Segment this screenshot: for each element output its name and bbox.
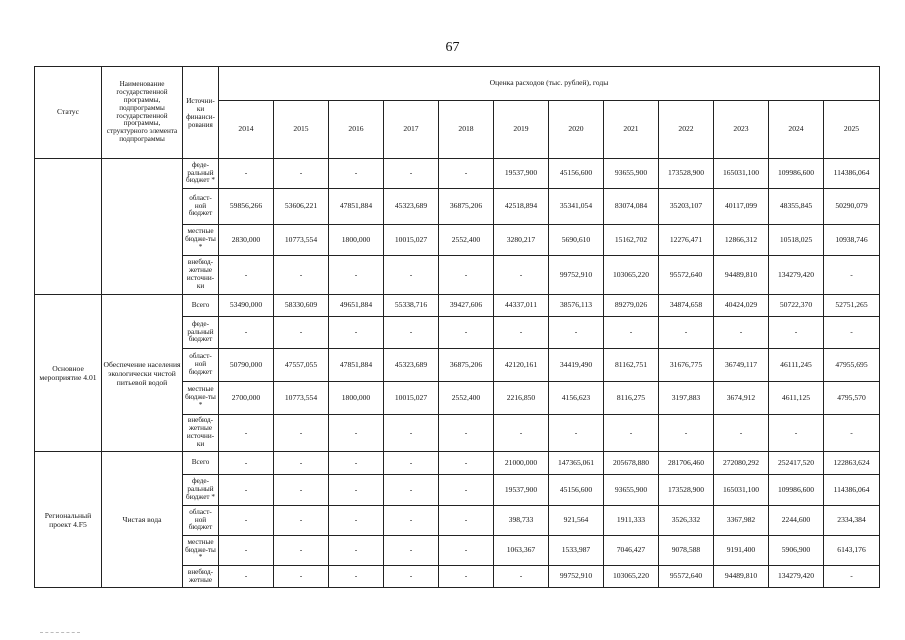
value-cell: 47955,695 (824, 349, 880, 382)
value-cell: - (439, 506, 494, 536)
row-source: област-ной бюджет (183, 189, 219, 225)
value-cell: 10773,554 (274, 225, 329, 256)
value-cell: 3367,982 (714, 506, 769, 536)
value-cell: 93655,900 (604, 475, 659, 506)
value-cell: 5906,900 (769, 536, 824, 566)
value-cell: - (384, 159, 439, 189)
value-cell: 9078,588 (659, 536, 714, 566)
value-cell: - (274, 536, 329, 566)
row-source: внебюд-жетные источни-ки (183, 415, 219, 452)
value-cell: 2552,400 (439, 382, 494, 415)
value-cell: 47851,884 (329, 189, 384, 225)
value-cell: 205678,880 (604, 452, 659, 475)
value-cell: - (439, 452, 494, 475)
value-cell: 921,564 (549, 506, 604, 536)
value-cell: 8116,275 (604, 382, 659, 415)
row-source: местные бюдже-ты * (183, 382, 219, 415)
value-cell: - (604, 415, 659, 452)
budget-table (34, 66, 880, 588)
value-cell: 40117,099 (714, 189, 769, 225)
row-source: внебюд-жетные источни-ки (183, 256, 219, 295)
table-header (35, 67, 880, 159)
value-cell: 50722,370 (769, 295, 824, 317)
value-cell: 1911,333 (604, 506, 659, 536)
value-cell: 2830,000 (219, 225, 274, 256)
header-sources: Источни-ки финанси-рования (183, 67, 219, 159)
value-cell: 45323,689 (384, 189, 439, 225)
value-cell: - (219, 506, 274, 536)
value-cell: - (219, 317, 274, 349)
row-name: Обеспечение населения экологически чистой питьевой водой (102, 295, 183, 452)
value-cell: - (219, 566, 274, 588)
value-cell: 95572,640 (659, 566, 714, 588)
value-cell: 45323,689 (384, 349, 439, 382)
row-status: Основное мероприятие 4.01 (35, 295, 102, 452)
header-estimate: Оценка расходов (тыс. рублей), годы (219, 67, 880, 101)
header-year: 2014 (219, 101, 274, 159)
value-cell: 272080,292 (714, 452, 769, 475)
header-year: 2015 (274, 101, 329, 159)
value-cell: 94489,810 (714, 566, 769, 588)
value-cell: 42120,161 (494, 349, 549, 382)
value-cell: 12866,312 (714, 225, 769, 256)
value-cell: 4611,125 (769, 382, 824, 415)
value-cell: 9191,400 (714, 536, 769, 566)
value-cell: 36875,206 (439, 189, 494, 225)
value-cell: 47557,055 (274, 349, 329, 382)
row-source: област-ной бюджет (183, 506, 219, 536)
value-cell: - (384, 566, 439, 588)
value-cell: 99752,910 (549, 256, 604, 295)
value-cell: 12276,471 (659, 225, 714, 256)
value-cell: 2244,600 (769, 506, 824, 536)
value-cell: - (219, 475, 274, 506)
value-cell: 109986,600 (769, 159, 824, 189)
value-cell: - (549, 317, 604, 349)
table-row (35, 452, 880, 475)
value-cell: 281706,460 (659, 452, 714, 475)
value-cell: 53490,000 (219, 295, 274, 317)
value-cell: - (329, 256, 384, 295)
value-cell: 1800,000 (329, 225, 384, 256)
value-cell: 7046,427 (604, 536, 659, 566)
value-cell: - (329, 317, 384, 349)
value-cell: - (274, 159, 329, 189)
value-cell: 39427,606 (439, 295, 494, 317)
value-cell: 47851,884 (329, 349, 384, 382)
value-cell: - (329, 159, 384, 189)
value-cell: - (219, 536, 274, 566)
value-cell: 45156,600 (549, 475, 604, 506)
value-cell: 1533,987 (549, 536, 604, 566)
table-body (35, 159, 880, 588)
value-cell: 34419,490 (549, 349, 604, 382)
value-cell: 53606,221 (274, 189, 329, 225)
value-cell: - (384, 506, 439, 536)
header-year: 2018 (439, 101, 494, 159)
value-cell: 109986,600 (769, 475, 824, 506)
row-source: Всего (183, 295, 219, 317)
value-cell: 58330,609 (274, 295, 329, 317)
value-cell: 10773,554 (274, 382, 329, 415)
value-cell: - (439, 536, 494, 566)
row-source: местные бюдже-ты * (183, 225, 219, 256)
row-source: феде-ральный бюджет (183, 317, 219, 349)
value-cell: - (439, 159, 494, 189)
value-cell: 21000,000 (494, 452, 549, 475)
value-cell: 103065,220 (604, 256, 659, 295)
value-cell: 103065,220 (604, 566, 659, 588)
value-cell: 19537,900 (494, 159, 549, 189)
value-cell: 165031,100 (714, 159, 769, 189)
value-cell: 114386,064 (824, 475, 880, 506)
value-cell: 3526,332 (659, 506, 714, 536)
value-cell: 134279,420 (769, 256, 824, 295)
value-cell: 50790,000 (219, 349, 274, 382)
value-cell: - (329, 475, 384, 506)
value-cell: 114386,064 (824, 159, 880, 189)
value-cell: 83074,084 (604, 189, 659, 225)
value-cell: - (274, 566, 329, 588)
header-year: 2019 (494, 101, 549, 159)
value-cell: 2552,400 (439, 225, 494, 256)
value-cell: 81162,751 (604, 349, 659, 382)
value-cell: - (219, 415, 274, 452)
value-cell: - (274, 475, 329, 506)
row-name (102, 159, 183, 295)
value-cell: - (659, 415, 714, 452)
header-year: 2021 (604, 101, 659, 159)
value-cell: - (274, 317, 329, 349)
value-cell: 95572,640 (659, 256, 714, 295)
row-source: феде-ральный бюджет * (183, 475, 219, 506)
value-cell: - (494, 317, 549, 349)
value-cell: 3197,883 (659, 382, 714, 415)
header-year: 2016 (329, 101, 384, 159)
table-row (35, 159, 880, 189)
row-source: феде-ральный бюджет * (183, 159, 219, 189)
value-cell: - (384, 317, 439, 349)
value-cell: - (329, 415, 384, 452)
value-cell: - (714, 415, 769, 452)
value-cell: 93655,900 (604, 159, 659, 189)
header-year: 2017 (384, 101, 439, 159)
row-source: внебюд-жетные (183, 566, 219, 588)
value-cell: 134279,420 (769, 566, 824, 588)
value-cell: 44337,011 (494, 295, 549, 317)
value-cell: 89279,026 (604, 295, 659, 317)
value-cell: 94489,810 (714, 256, 769, 295)
value-cell: 10015,027 (384, 225, 439, 256)
value-cell: 10015,027 (384, 382, 439, 415)
value-cell: 1063,367 (494, 536, 549, 566)
value-cell: - (494, 415, 549, 452)
value-cell: 36749,117 (714, 349, 769, 382)
value-cell: 49651,884 (329, 295, 384, 317)
value-cell: 50290,079 (824, 189, 880, 225)
value-cell: 35203,107 (659, 189, 714, 225)
value-cell: 4795,570 (824, 382, 880, 415)
value-cell: 52751,265 (824, 295, 880, 317)
value-cell: - (439, 566, 494, 588)
value-cell: - (274, 506, 329, 536)
value-cell: - (439, 256, 494, 295)
value-cell: 34874,658 (659, 295, 714, 317)
row-name: Чистая вода (102, 452, 183, 588)
header-year: 2023 (714, 101, 769, 159)
value-cell: - (219, 159, 274, 189)
value-cell: 3280,217 (494, 225, 549, 256)
value-cell: 40424,029 (714, 295, 769, 317)
header-year: 2020 (549, 101, 604, 159)
row-status: Региональный проект 4.F5 (35, 452, 102, 588)
row-source: Всего (183, 452, 219, 475)
value-cell: - (439, 317, 494, 349)
value-cell: - (384, 536, 439, 566)
value-cell: - (329, 536, 384, 566)
header-year: 2025 (824, 101, 880, 159)
value-cell: 36875,206 (439, 349, 494, 382)
header-year: 2022 (659, 101, 714, 159)
value-cell: - (549, 415, 604, 452)
value-cell: 1800,000 (329, 382, 384, 415)
value-cell: 173528,900 (659, 475, 714, 506)
value-cell: - (494, 256, 549, 295)
value-cell: - (329, 566, 384, 588)
row-source: област-ной бюджет (183, 349, 219, 382)
row-source: местные бюдже-ты * (183, 536, 219, 566)
value-cell: 147365,061 (549, 452, 604, 475)
value-cell: 5690,610 (549, 225, 604, 256)
value-cell: - (274, 452, 329, 475)
value-cell: - (494, 566, 549, 588)
value-cell: 15162,702 (604, 225, 659, 256)
value-cell: - (769, 317, 824, 349)
row-status (35, 159, 102, 295)
value-cell: - (824, 256, 880, 295)
value-cell: 46111,245 (769, 349, 824, 382)
value-cell: 99752,910 (549, 566, 604, 588)
value-cell: 45156,600 (549, 159, 604, 189)
header-status: Статус (35, 67, 102, 159)
value-cell: 48355,845 (769, 189, 824, 225)
value-cell: - (824, 415, 880, 452)
value-cell: - (274, 415, 329, 452)
value-cell: - (219, 452, 274, 475)
value-cell: 2700,000 (219, 382, 274, 415)
value-cell: - (439, 415, 494, 452)
value-cell: - (274, 256, 329, 295)
value-cell: - (329, 452, 384, 475)
value-cell: - (219, 256, 274, 295)
value-cell: 165031,100 (714, 475, 769, 506)
value-cell: - (384, 452, 439, 475)
value-cell: 398,733 (494, 506, 549, 536)
value-cell: - (384, 256, 439, 295)
value-cell: 31676,775 (659, 349, 714, 382)
value-cell: - (659, 317, 714, 349)
value-cell: 2334,384 (824, 506, 880, 536)
value-cell: 122863,624 (824, 452, 880, 475)
value-cell: - (824, 566, 880, 588)
value-cell: - (329, 506, 384, 536)
value-cell: 42518,894 (494, 189, 549, 225)
value-cell: - (769, 415, 824, 452)
scan-mark (40, 632, 80, 635)
value-cell: 35341,054 (549, 189, 604, 225)
value-cell: 55338,716 (384, 295, 439, 317)
value-cell: 2216,850 (494, 382, 549, 415)
value-cell: 38576,113 (549, 295, 604, 317)
value-cell: 10938,746 (824, 225, 880, 256)
value-cell: 59856,266 (219, 189, 274, 225)
value-cell: 10518,025 (769, 225, 824, 256)
page-number: 67 (445, 40, 460, 55)
value-cell: - (604, 317, 659, 349)
value-cell: 4156,623 (549, 382, 604, 415)
value-cell: - (824, 317, 880, 349)
value-cell: 6143,176 (824, 536, 880, 566)
header-name: Наименование государственной программы, подпрограммы государственной программы, структурного элемента подпрограммы (102, 67, 183, 159)
value-cell: - (714, 317, 769, 349)
value-cell: - (384, 415, 439, 452)
value-cell: 19537,900 (494, 475, 549, 506)
value-cell: 252417,520 (769, 452, 824, 475)
table-row (35, 295, 880, 317)
header-year: 2024 (769, 101, 824, 159)
value-cell: 173528,900 (659, 159, 714, 189)
value-cell: - (439, 475, 494, 506)
value-cell: 3674,912 (714, 382, 769, 415)
value-cell: - (384, 475, 439, 506)
